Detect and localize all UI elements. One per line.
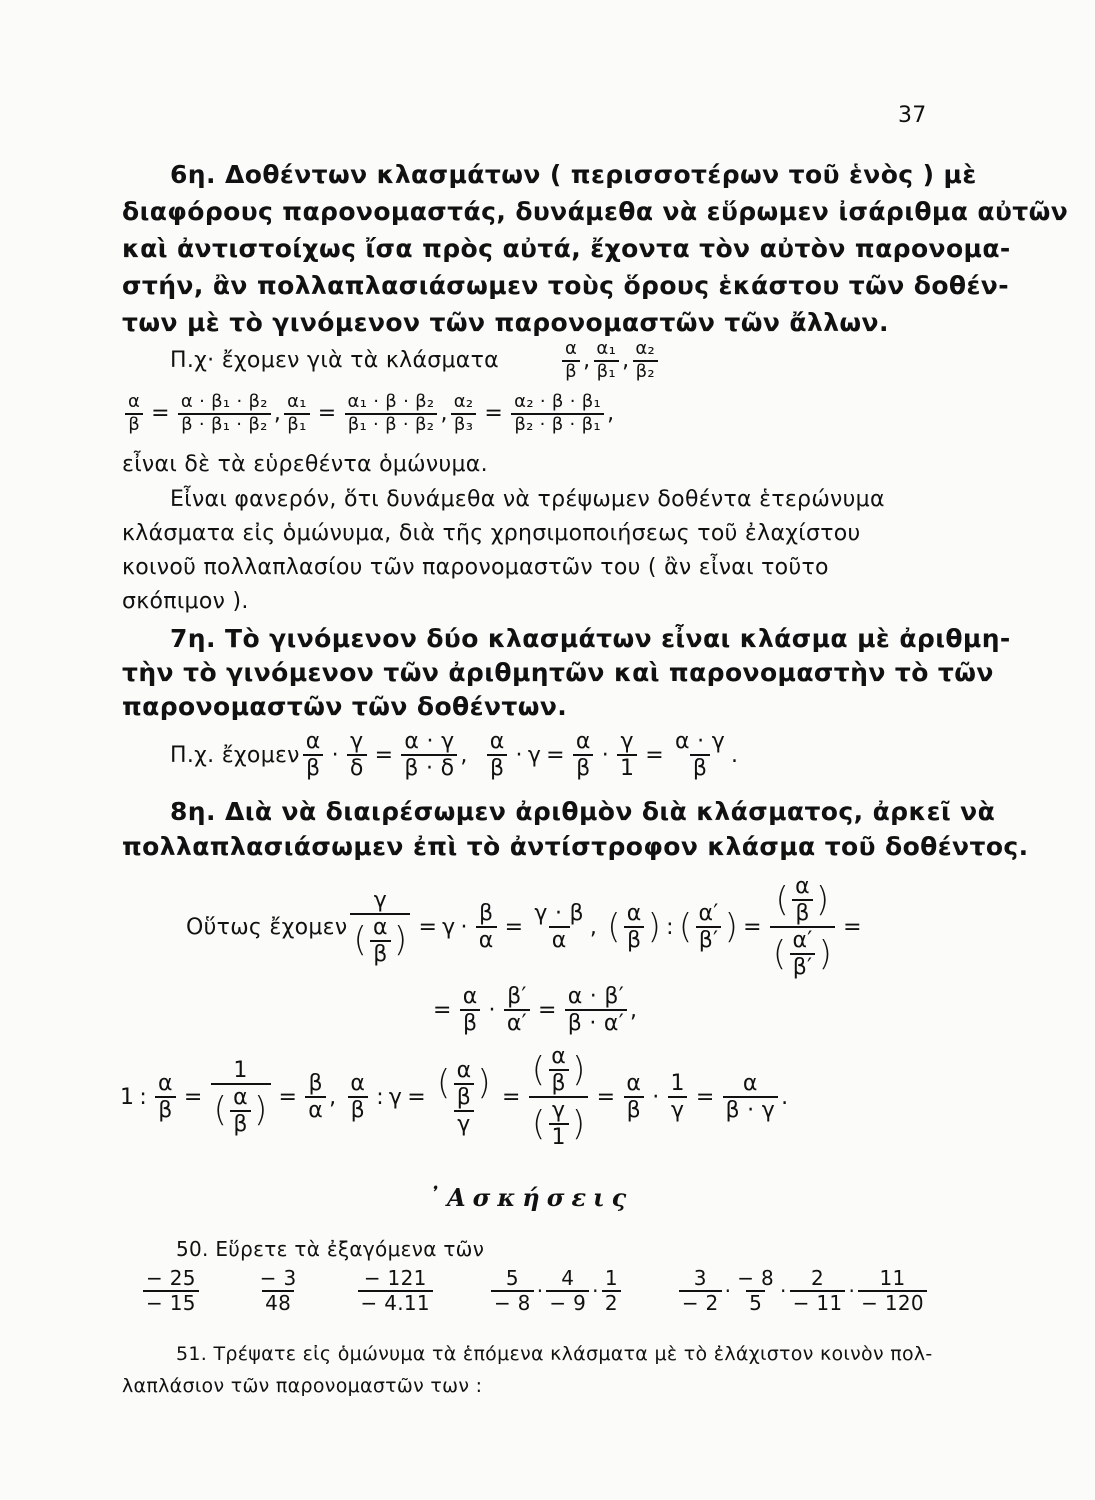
fraction: $\frac{\alpha}{\beta}$ [573, 730, 594, 780]
example-intro: Οὕτως ἔχομεν [186, 914, 348, 940]
rule-8-example-1: Οὕτως ἔχομεν γ ( $\frac{\alpha}{\beta}$ ) = γ · $\frac{\beta}{\alpha}$ = $\frac{\gamma \cdot \beta}{\alpha}$ , ( $\frac{\alpha}{\beta}$ ) : ( $\frac{\alpha'}{\beta'}$ ) = ( $\frac{\alpha}{\beta}$ ) ( $\frac{\alpha'}{\beta'}$ ) = [186, 874, 862, 981]
rule-6-conclusion: εἶναι δὲ τὰ εὑρεθέντα ὁμώνυμα. [122, 452, 488, 477]
exercise-51-line: 51. Τρέψατε εἰς ὁμώνυμα τὰ ἑπόμενα κλάσματα μὲ τὸ ἐλάχιστον κοινὸν πολ- [176, 1343, 933, 1365]
rule-7-line: παρονομαστῶν τῶν δοθέντων. [122, 692, 568, 721]
rule-7-example: Π.χ. ἔχομεν $\frac{\alpha}{\beta}$ · $\frac{\gamma}{\delta}$ = $\frac{\alpha \cdot \gamma}{\beta \cdot \delta}$ , $\frac{\alpha}{\beta}$ · γ = $\frac{\alpha}{\beta}$ · $\frac{\gamma}{1}$ = $\frac{\alpha \cdot \gamma}{\beta}$ . [170, 729, 739, 782]
rule-7-line: τὴν τὸ γινόμενον τῶν ἀριθμητῶν καὶ παρονομαστὴν τὸ τῶν [122, 658, 994, 687]
remark-line: κοινοῦ πολλαπλασίου τῶν παρονομαστῶν του ( ἂν εἶναι τοῦτο [122, 555, 829, 580]
fraction: γ ( $\frac{\alpha}{\beta}$ ) [350, 889, 410, 966]
fraction: $\frac{\text{α₁}}{\text{β₁}}$ [593, 340, 619, 382]
rule-8-line: 8η. Διὰ νὰ διαιρέσωμεν ἀριθμὸν διὰ κλάσματος, ἀρκεῖ νὰ [170, 797, 996, 826]
rule-6-line: 6η. Δοθέντων κλασμάτων ( περισσοτέρων τοῦ ἑνὸς ) μὲ [170, 160, 977, 189]
rule-6-equations: $\frac{\alpha}{\beta}$ = $\frac{\text{α · β₁ · β₂}}{\text{β · β₁ · β₂}}$ , $\frac{\text{α₁}}{\text{β₁}}$ = $\frac{\text{α₁ · β · β₂}}{\text{β₁ · β · β₂}}$ , $\frac{\text{α₂}}{\text{β₃}}$ = $\frac{\text{α₂ · β · β₁}}{\text{β₂ · β · β₁}}$ , [122, 393, 614, 435]
fraction: $\frac{\alpha \cdot \gamma}{\beta}$ [675, 729, 726, 782]
fraction: $\frac{4}{- 9}$ [546, 1268, 589, 1314]
exercise-50-fractions: $\frac{- 25}{- 15}$ $\frac{- 3}{48}$ $\frac{- 121}{- 4.11}$ $\frac{5}{- 8}$ · $\frac{4}{- 9}$ · $\frac{1}{2}$ $\frac{3}{- 2}$ · $\frac{- 8}{5}$ · $\frac{2}{- 11}$ · $\frac{11}{- 120}$ [140, 1268, 930, 1314]
rule-6-line: καὶ ἀντιστοίχως ἴσα πρὸς αὐτά, ἔχοντα τὸν αὐτὸν παρονομα- [122, 234, 1011, 263]
fraction: $\frac{11}{- 120}$ [858, 1268, 927, 1314]
fraction: $\frac{- 25}{- 15}$ [143, 1268, 199, 1314]
fraction: $\frac{\beta}{\alpha}$ [305, 1072, 326, 1122]
fraction: $\frac{\text{α₁}}{\text{β₁}}$ [284, 393, 310, 435]
fraction: $\frac{\alpha}{\beta}$ [562, 340, 580, 382]
fraction: $\frac{\gamma}{\delta}$ [347, 730, 367, 780]
fraction: $\frac{\alpha}{\beta \cdot \gamma}$ [723, 1072, 779, 1122]
fraction: ( $\frac{\alpha}{\beta}$ ) γ [436, 1057, 491, 1137]
fraction: $\frac{1}{2}$ [602, 1268, 621, 1314]
fraction: $\frac{\alpha}{\beta}$ [623, 1072, 644, 1122]
fraction: $\frac{\alpha}{\beta}$ [487, 730, 508, 780]
exercises-header: ᾿Ασκήσεις [428, 1183, 634, 1212]
fraction: $\frac{\alpha}{\beta}$ [155, 1072, 176, 1122]
rule-8-example-2: = $\frac{\alpha}{\beta}$ · $\frac{\beta'}{\alpha'}$ = $\frac{\alpha \cdot \beta'}{\beta \cdot \alpha'}$ , [433, 984, 638, 1037]
exercise-50-text: 50. Εὕρετε τὰ ἐξαγόμενα τῶν [176, 1237, 485, 1261]
rule-7-line: 7η. Τὸ γινόμενον δύο κλασμάτων εἶναι κλάσμα μὲ ἀριθμη- [170, 624, 1011, 653]
fraction: $\frac{\alpha \cdot \gamma}{\beta \cdot \delta}$ [401, 730, 457, 780]
fraction: $\frac{\alpha \cdot \beta'}{\beta \cdot \alpha'}$ [565, 985, 627, 1035]
fraction: $\frac{\alpha}{\beta}$ [125, 393, 143, 435]
fraction: $\frac{\alpha}{\beta}$ [303, 730, 324, 780]
rule-8-line: πολλαπλασιάσωμεν ἐπὶ τὸ ἀντίστροφον κλάσμα τοῦ δοθέντος. [122, 832, 1029, 861]
exercise-51-line: λαπλάσιον τῶν παρονομαστῶν των : [122, 1375, 483, 1397]
fraction: $\frac{\gamma}{1}$ [617, 730, 637, 780]
fraction: $\frac{\text{α₂}}{\text{β₃}}$ [451, 393, 477, 435]
remark-line: Εἶναι φανερόν, ὅτι δυνάμεθα νὰ τρέψωμεν δοθέντα ἑτερώνυμα [170, 487, 885, 512]
fraction: $\frac{\text{α · β₁ · β₂}}{\text{β · β₁ · β₂}}$ [178, 393, 271, 435]
fraction: $\frac{- 121}{- 4.11}$ [358, 1268, 433, 1314]
fraction: $\frac{5}{- 8}$ [491, 1268, 534, 1314]
fraction: ( $\frac{\alpha}{\beta}$ ) ( $\frac{\gamma}{1}$ ) [529, 1045, 589, 1149]
rule-6-line: διαφόρους παρονομαστάς, δυνάμεθα νὰ εὕρωμεν ἰσάριθμα αὐτῶν [122, 197, 1069, 226]
example-intro: Π.χ. ἔχομεν [170, 742, 300, 768]
remark-line: κλάσματα εἰς ὁμώνυμα, διὰ τῆς χρησιμοποιήσεως τοῦ ἐλαχίστου [122, 521, 861, 546]
rule-6-example: Π.χ· ἔχομεν γιὰ τὰ κλάσματα $\frac{\alpha}{\beta}$ , $\frac{\text{α₁}}{\text{β₁}}$ , $\frac{\text{α₂}}{\text{β₂}}$ [170, 340, 661, 382]
fraction: $\frac{\alpha}{\beta}$ [347, 1072, 368, 1122]
example-intro: Π.χ· ἔχομεν γιὰ τὰ κλάσματα [170, 348, 499, 374]
rule-6-line: των μὲ τὸ γινόμενον τῶν παρονομαστῶν τῶν ἄλλων. [122, 308, 889, 337]
fraction: $\frac{\gamma \cdot \beta}{\alpha}$ [534, 901, 584, 954]
fraction: $\frac{\beta'}{\alpha'}$ [504, 985, 530, 1035]
page-number: 37 [898, 103, 927, 128]
fraction: $\frac{\text{α₂}}{\text{β₂}}$ [632, 340, 658, 382]
fraction: 1 ( $\frac{\alpha}{\beta}$ ) [211, 1059, 271, 1136]
fraction: $\frac{3}{- 2}$ [679, 1268, 722, 1314]
fraction: $\frac{1}{\gamma}$ [668, 1072, 688, 1122]
fraction: $\frac{\beta}{\alpha}$ [476, 902, 497, 952]
fraction: $\frac{- 3}{48}$ [259, 1266, 297, 1315]
fraction: $\frac{- 8}{5}$ [737, 1266, 775, 1315]
fraction: $\frac{\alpha}{\beta}$ [624, 902, 645, 952]
remark-line: σκόπιμον ). [122, 589, 249, 614]
rule-6-line: στήν, ἂν πολλαπλασιάσωμεν τοὺς ὅρους ἑκάστου τῶν δοθέν- [122, 271, 1010, 300]
fraction: $\frac{\alpha}{\beta}$ [460, 985, 481, 1035]
fraction: $\frac{\alpha'}{\beta'}$ [695, 902, 721, 952]
fraction: $\frac{\text{α₂ · β · β₁}}{\text{β₂ · β · β₁}}$ [511, 393, 604, 435]
rule-8-example-3: 1 : $\frac{\alpha}{\beta}$ = 1 ( $\frac{\alpha}{\beta}$ ) = $\frac{\beta}{\alpha}$ , $\frac{\alpha}{\beta}$ : γ = ( $\frac{\alpha}{\beta}$ ) γ = ( $\frac{\alpha}{\beta}$ ) ( $\frac{\gamma}{1}$ ) = $\frac{\alpha}{\beta}$ · $\frac{1}{\gamma}$ = $\frac{\alpha}{\beta \cdot \gamma}$ . [120, 1044, 789, 1151]
fraction: $\frac{2}{- 11}$ [790, 1268, 846, 1314]
fraction: $\frac{\text{α₁ · β · β₂}}{\text{β₁ · β · β₂}}$ [345, 393, 438, 435]
fraction: ( $\frac{\alpha}{\beta}$ ) ( $\frac{\alpha'}{\beta'}$ ) [770, 875, 835, 979]
